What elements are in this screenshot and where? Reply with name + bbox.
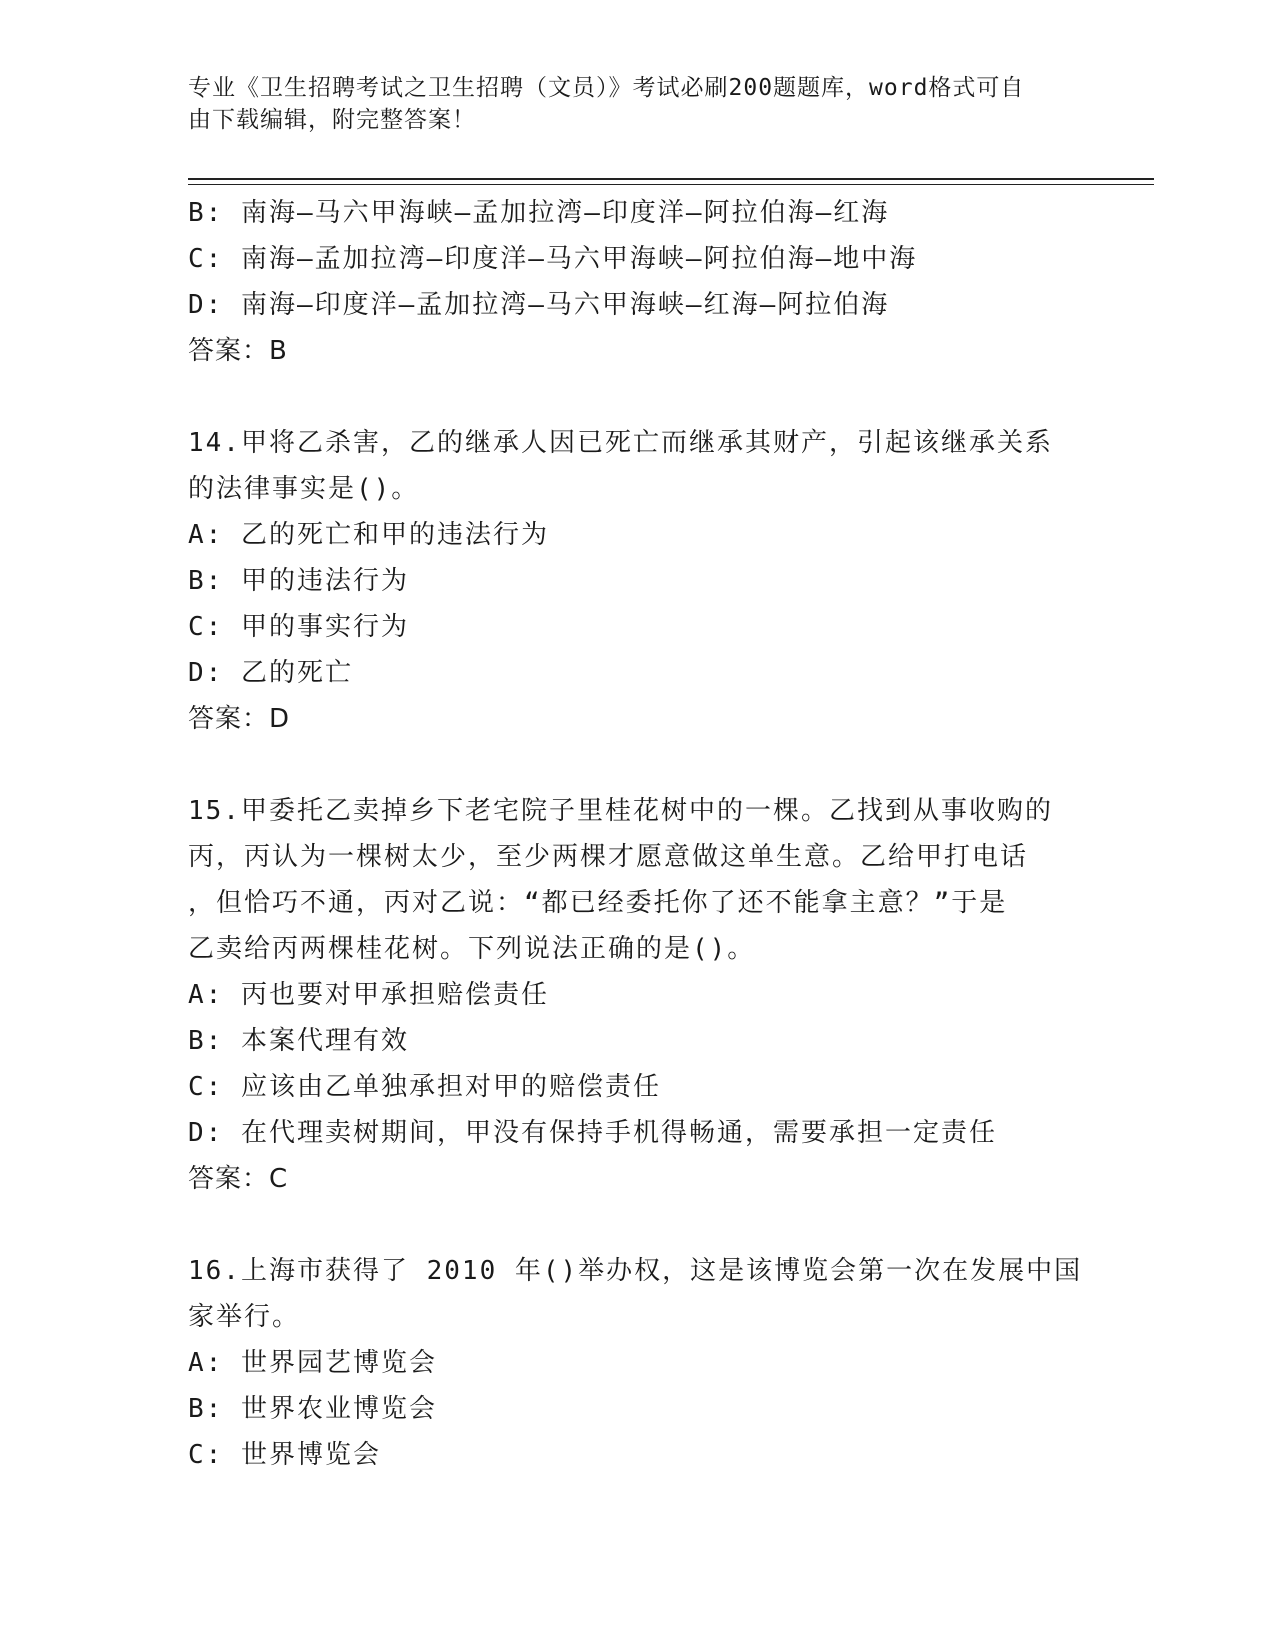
q16-option-b: B: 世界农业博览会 bbox=[188, 1394, 437, 1424]
q14-option-a: A: 乙的死亡和甲的违法行为 bbox=[188, 520, 549, 550]
q14-stem-line-2: 的法律事实是()。 bbox=[188, 474, 420, 504]
question-13 bbox=[188, 190, 1088, 374]
q15-option-d: D: 在代理卖树期间，甲没有保持手机得畅通，需要承担一定责任 bbox=[188, 1118, 997, 1148]
q14-option-d: D: 乙的死亡 bbox=[188, 658, 353, 688]
spacer bbox=[188, 742, 1088, 788]
q14-stem-line-1: 14.甲将乙杀害，乙的继承人因已死亡而继承其财产，引起该继承关系 bbox=[188, 428, 1053, 458]
q16-option-c: C: 世界博览会 bbox=[188, 1440, 381, 1470]
q16-option-a: A: 世界园艺博览会 bbox=[188, 1348, 437, 1378]
question-15 bbox=[188, 788, 1088, 1202]
document-header bbox=[188, 72, 1068, 136]
q15-option-b: B: 本案代理有效 bbox=[188, 1026, 409, 1056]
q15-answer: 答案：C bbox=[188, 1164, 289, 1194]
spacer bbox=[188, 374, 1088, 420]
q15-stem-line-2: 丙，丙认为一棵树太少，至少两棵才愿意做这单生意。乙给甲打电话 bbox=[188, 842, 1029, 872]
q16-stem-line-2: 家举行。 bbox=[188, 1302, 301, 1332]
q15-option-a: A: 丙也要对甲承担赔偿责任 bbox=[188, 980, 549, 1010]
spacer bbox=[188, 1202, 1088, 1248]
q15-stem-line-1: 15.甲委托乙卖掉乡下老宅院子里桂花树中的一棵。乙找到从事收购的 bbox=[188, 796, 1053, 826]
q16-stem-line-1: 16.上海市获得了 2010 年()举办权，这是该博览会第一次在发展中国 bbox=[188, 1256, 1083, 1286]
header-line-1: 专业《卫生招聘考试之卫生招聘（文员）》考试必刷200题题库，word格式可自 bbox=[188, 75, 1025, 101]
q14-option-b: B: 甲的违法行为 bbox=[188, 566, 409, 596]
q13-option-d: D: 南海—印度洋—孟加拉湾—马六甲海峡—红海—阿拉伯海 bbox=[188, 290, 890, 320]
q14-option-c: C: 甲的事实行为 bbox=[188, 612, 409, 642]
q15-stem-line-4: 乙卖给丙两棵桂花树。下列说法正确的是()。 bbox=[188, 934, 756, 964]
q15-stem-line-3: ，但恰巧不通，丙对乙说：“都已经委托你了还不能拿主意？”于是 bbox=[188, 888, 1008, 918]
question-14 bbox=[188, 420, 1088, 742]
question-list bbox=[188, 190, 1088, 1478]
header-divider-thick bbox=[188, 178, 1154, 180]
header-divider-thin bbox=[188, 184, 1154, 185]
q14-answer: 答案：D bbox=[188, 704, 291, 734]
question-16 bbox=[188, 1248, 1088, 1478]
q15-option-c: C: 应该由乙单独承担对甲的赔偿责任 bbox=[188, 1072, 661, 1102]
q13-answer: 答案：B bbox=[188, 336, 288, 366]
header-line-2: 由下载编辑，附完整答案！ bbox=[188, 107, 476, 133]
q13-option-c: C: 南海—孟加拉湾—印度洋—马六甲海峡—阿拉伯海—地中海 bbox=[188, 244, 918, 274]
q13-option-b: B: 南海—马六甲海峡—孟加拉湾—印度洋—阿拉伯海—红海 bbox=[188, 198, 890, 228]
